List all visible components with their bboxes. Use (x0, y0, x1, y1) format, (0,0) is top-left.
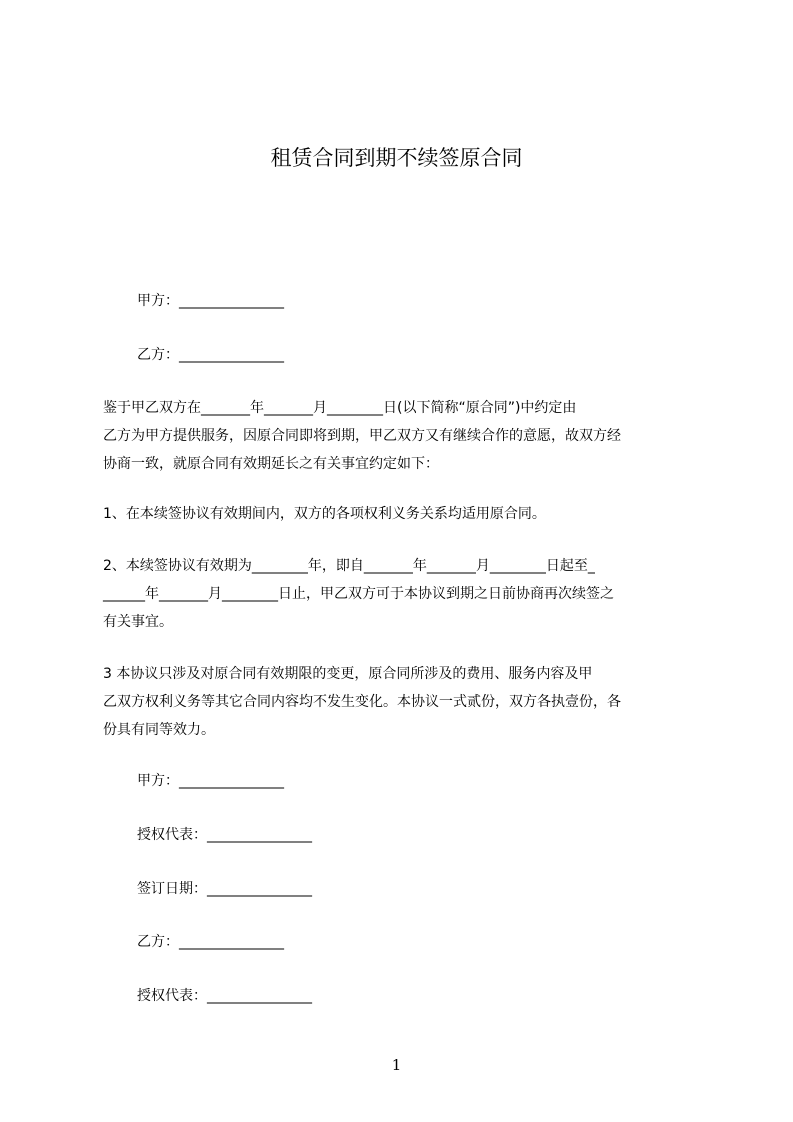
signature-party-a: 甲方：_______________ (137, 773, 284, 789)
document-title: 租赁合同到期不续签原合同 (270, 146, 523, 170)
signature-party-a-representative: 授权代表：_______________ (137, 827, 312, 843)
party-b-field: 乙方：_______________ (137, 347, 284, 363)
party-a-field: 甲方：_______________ (137, 293, 284, 309)
signature-party-b-representative: 授权代表：_______________ (137, 988, 312, 1004)
clause-2-line-3: 有关事宜。 (103, 614, 173, 630)
intro-line-2: 乙方为甲方提供服务，因原合同即将到期，甲乙双方又有继续合作的意愿，故双方经 (103, 428, 621, 444)
clause-2-line-2: ______年_______月________日止，甲乙双方可于本协议到期之日前协商再次续签之 (103, 586, 614, 602)
page-number: 1 (391, 1056, 402, 1074)
signature-date: 签订日期：_______________ (137, 881, 312, 897)
intro-paragraph (103, 394, 621, 478)
clause-3-line-1: 3 本协议只涉及对原合同有效期限的变更，原合同所涉及的费用、服务内容及甲 (103, 666, 593, 682)
clause-3-line-3: 份具有同等效力。 (103, 722, 215, 738)
clause-2-paragraph (103, 552, 614, 636)
clause-1-paragraph (103, 500, 546, 528)
clause-3-paragraph (103, 660, 621, 744)
intro-line-3: 协商一致，就原合同有效期延长之有关事宜约定如下： (103, 456, 439, 472)
clause-3-line-2: 乙双方权利义务等其它合同内容均不发生变化。本协议一式贰份，双方各执壹份，各 (103, 694, 621, 710)
signature-party-b: 乙方：_______________ (137, 934, 284, 950)
clause-2-line-1: 2、本续签协议有效期为________年，即自_______年_______月________日起至_ (103, 558, 595, 574)
intro-line-1: 鉴于甲乙双方在_______年_______月________日(以下简称“原合同”)中约定由 (103, 400, 577, 416)
clause-1-line-1: 1、在本续签协议有效期间内，双方的各项权利义务关系均适用原合同。 (103, 506, 546, 522)
